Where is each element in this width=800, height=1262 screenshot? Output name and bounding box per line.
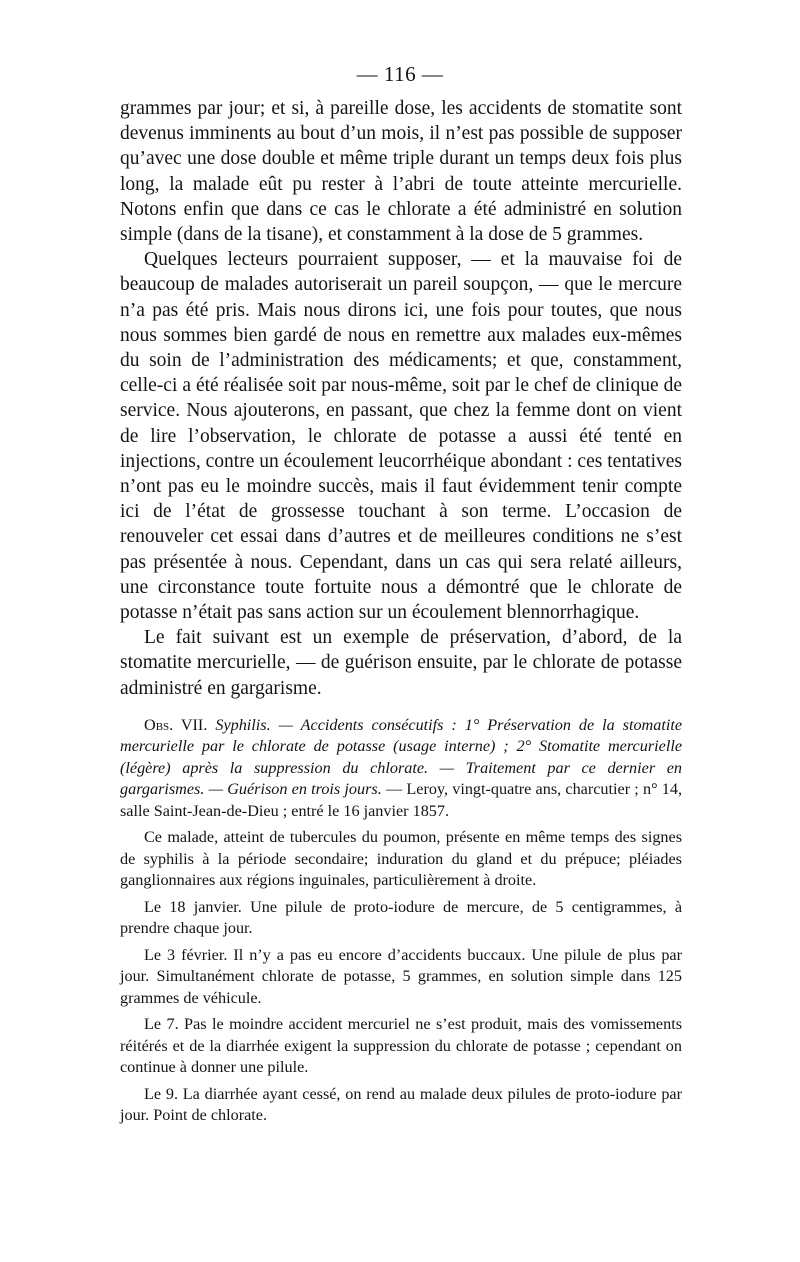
case-paragraph-day-9: Le 9. La diarrhée ayant cessé, on rend au malade deux pilules de proto-iodure par jour. Point de chlorate. bbox=[120, 1084, 682, 1125]
case-paragraph-presentation: Ce malade, atteint de tubercules du poumon, présente en même temps des signes de syphilis à la période secondaire; induration du gland et du prépuce; pléiades ganglionnaires aux régions inguinales, particulièrement à droite. bbox=[120, 828, 682, 890]
case-paragraph-feb-3: Le 3 février. Il n’y a pas eu encore d’accidents buccaux. Une pilule de plus par jour. Simultanément chlorate de potasse, 5 grammes, en solution simple dans 125 grammes de véhicule. bbox=[120, 945, 682, 1007]
observation-title: Syphilis. — Accidents consécutifs : 1° Préservation de la stomatite mercurielle par le chlorate de potasse (usage interne) ; 2° Stomatite mercurielle (légère) après la suppression du chlorate. — Traitement par ce dernier en gargarismes. — Guérison en trois jours. bbox=[120, 715, 682, 799]
paragraph-continuation: grammes par jour; et si, à pareille dose, les accidents de stomatite sont devenus imminents au bout d’un mois, il n’est pas possible de supposer qu’avec une dose double et même triple durant un temps deux fois plus long, la malade eût pu rester à l’abri de toute atteinte mercurielle. Notons enfin que dans ce cas le chlorate a été administré en solution simple (dans de la tisane), et constamment à la dose de 5 grammes. bbox=[120, 98, 682, 246]
observation-heading bbox=[120, 715, 682, 823]
paragraph-suspicion: Quelques lecteurs pourraient supposer, — et la mauvaise foi de beaucoup de malades autoriserait un pareil soupçon, — que le mercure n’a pas été pris. Mais nous dirons ici, une fois pour toutes, que nous nous sommes bien gardé de nous en remettre aux malades eux-mêmes du soin de l’administration des médicaments; et que, constamment, celle-ci a été réalisée soit par nous-même, soit par le chef de clinique de service. Nous ajouterons, en passant, que chez la femme dont on vient de lire l’observation, le chlorate de potasse a aussi été tenté en injections, contre un écoulement leucorrhéique abondant : ces tentatives n’ont pas eu le moindre succès, mais il faut évidemment tenir compte ici de l’état de grossesse touchant à son terme. L’occasion de renouveler cet essai dans d’autres et de meilleures conditions ne s’est pas présentée à nous. Cependant, dans un cas qui sera relaté ailleurs, une circonstance toute fortuite nous a démontré que le chlorate de potasse n’était pas sans action sur un écoulement blennorrhagique. bbox=[120, 249, 682, 624]
case-paragraph-day-7: Le 7. Pas le moindre accident mercuriel ne s’est produit, mais des vomissements réitérés et de la diarrhée exigent la suppression du chlorate de potasse ; cependant on continue à donner une pilule. bbox=[120, 1015, 682, 1077]
case-paragraph-jan-18: Le 18 janvier. Une pilule de proto-iodure de mercure, de 5 centigrammes, à prendre chaque jour. bbox=[120, 897, 682, 938]
observation-details: — Leroy, vingt-quatre ans, charcutier ; n° 14, salle Saint-Jean-de-Dieu ; entré le 16 janvier 1857. bbox=[120, 780, 683, 820]
paragraph-transition: Le fait suivant est un exemple de préservation, d’abord, de la stomatite mercurielle, — de guérison ensuite, par le chlorate de potasse administré en gargarisme. bbox=[120, 627, 682, 699]
observation-label: Obs. VII. bbox=[144, 715, 208, 734]
page-body bbox=[120, 96, 682, 1127]
page-number: — 116 — bbox=[356, 62, 444, 86]
